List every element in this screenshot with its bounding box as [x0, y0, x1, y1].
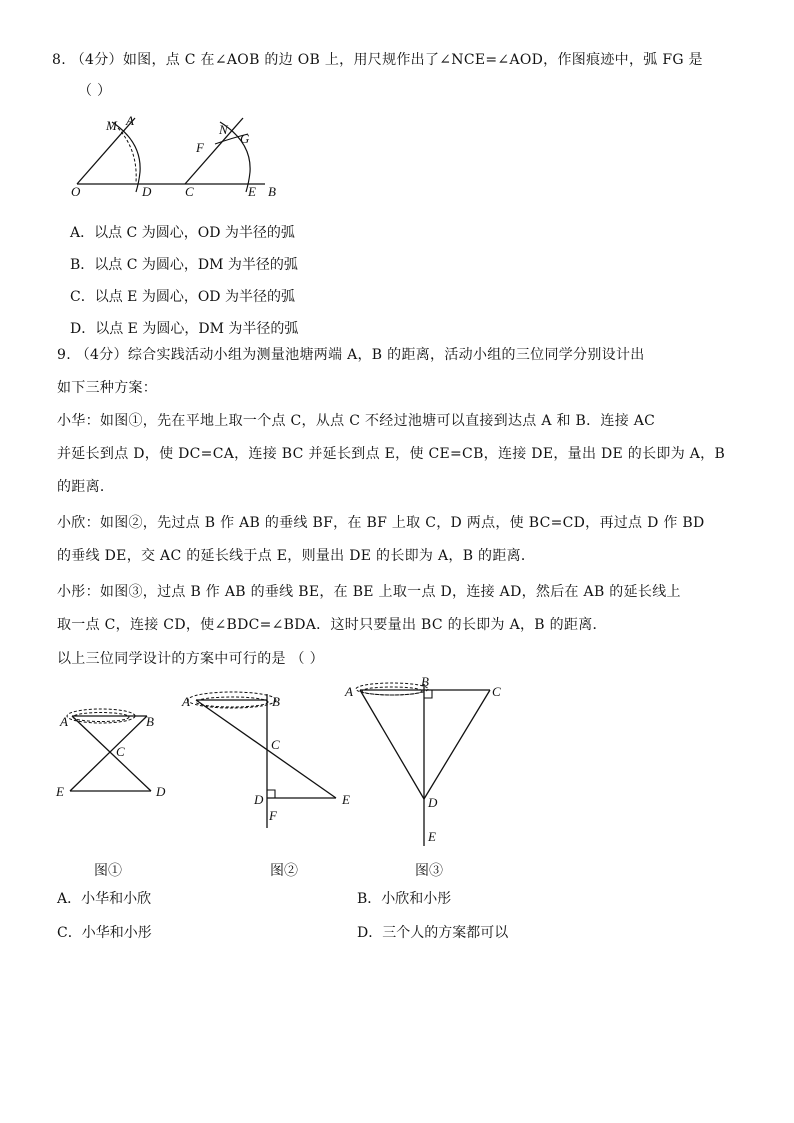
q8-option-b: B．以点 C 为圆心，DM 为半径的弧: [70, 257, 298, 273]
q8-option-a: A．以点 C 为圆心，OD 为半径的弧: [70, 225, 295, 241]
q9-score: （4分）: [75, 347, 128, 363]
q9-option-a: A．小华和小欣: [57, 891, 152, 907]
fig1-label-A: A: [60, 714, 68, 729]
q9-line-9: 取一点 C，连接 CD，使∠BDC=∠BDA．这时只要量出 BC 的长即为 A，B 的距离．: [57, 617, 607, 633]
q8-label-N: N: [219, 122, 228, 137]
q8-label-E: E: [248, 184, 256, 198]
q8-label-C: C: [185, 184, 194, 198]
fig1-caption: 图①: [94, 863, 122, 879]
fig2-label-E: E: [342, 792, 350, 807]
fig2-label-D: D: [254, 792, 264, 807]
fig3-label-A: A: [345, 684, 353, 699]
fig3-label-B: B: [421, 674, 429, 689]
q9-line-1-text: 综合实践活动小组为测量池塘两端 A，B 的距离，活动小组的三位同学分别设计出: [127, 347, 645, 363]
q8-answer-blank: （ ）: [78, 83, 112, 99]
fig1-label-B: B: [146, 714, 154, 729]
q8-number: 8.: [52, 52, 66, 68]
q9-line-6: 小欣：如图②，先过点 B 作 AB 的垂线 BF，在 BF 上取 C，D 两点，使 BC=CD，再过点 D 作 BD: [57, 515, 705, 531]
q9-line-8: 小彤：如图③，过点 B 作 AB 的垂线 BE，在 BE 上取一点 D，连接 AD，然后在 AB 的延长线上: [57, 584, 681, 600]
q8-label-F: F: [196, 140, 204, 155]
fig3-label-C: C: [492, 684, 501, 699]
fig3-label-D: D: [428, 795, 438, 810]
fig2-label-B: B: [272, 694, 280, 709]
q8-label-O: O: [71, 184, 81, 198]
q9-figure-1: [52, 698, 182, 808]
q8-label-D: D: [142, 184, 152, 198]
fig2-label-F: F: [269, 808, 277, 823]
fig2-caption: 图②: [270, 863, 298, 879]
q8-figure: [60, 112, 290, 198]
fig1-label-E: E: [56, 784, 64, 799]
q9-figure-3: [340, 674, 510, 849]
q9-figure-2: [176, 680, 366, 830]
q9-line-7: 的垂线 DE，交 AC 的延长线于点 E，则量出 DE 的长即为 A，B 的距离．: [57, 548, 536, 564]
q8-score: （4分）: [70, 52, 123, 68]
q9-line-2: 如下三种方案：: [57, 380, 158, 396]
q8-option-c: C．以点 E 为圆心，OD 为半径的弧: [70, 289, 295, 305]
q8-label-A: A: [126, 113, 134, 128]
q9-option-b: B．小欣和小彤: [357, 891, 452, 907]
q8-stem-text: 如图，点 C 在∠AOB 的边 OB 上，用尺规作出了∠NCE=∠AOD，作图痕迹中，弧 FG 是: [122, 52, 703, 68]
q9-number: 9.: [57, 347, 71, 363]
q9-line-3: 小华：如图①，先在平地上取一个点 C，从点 C 不经过池塘可以直接到达点 A 和 B．连接 AC: [57, 413, 656, 429]
q8-label-B: B: [268, 184, 276, 198]
fig3-caption: 图③: [415, 863, 443, 879]
q9-line-4: 并延长到点 D，使 DC=CA，连接 BC 并延长到点 E，使 CE=CB，连接 DE，量出 DE 的长即为 A，B: [57, 446, 726, 462]
q9-line-10: 以上三位同学设计的方案中可行的是 （ ）: [57, 651, 324, 667]
q9-option-d: D．三个人的方案都可以: [357, 925, 509, 941]
q8-label-G: G: [240, 131, 250, 146]
q8-label-M: M: [106, 118, 117, 133]
q9-line-5: 的距离．: [57, 479, 115, 495]
fig1-label-C: C: [116, 744, 125, 759]
fig3-label-E: E: [428, 829, 436, 844]
fig2-label-A: A: [182, 694, 190, 709]
fig1-label-D: D: [156, 784, 166, 799]
fig2-label-C: C: [271, 737, 280, 752]
q8-stem: [52, 49, 703, 69]
q8-option-d: D．以点 E 为圆心，DM 为半径的弧: [70, 321, 299, 337]
q9-line-1: [57, 344, 645, 364]
q9-option-c: C．小华和小彤: [57, 925, 152, 941]
